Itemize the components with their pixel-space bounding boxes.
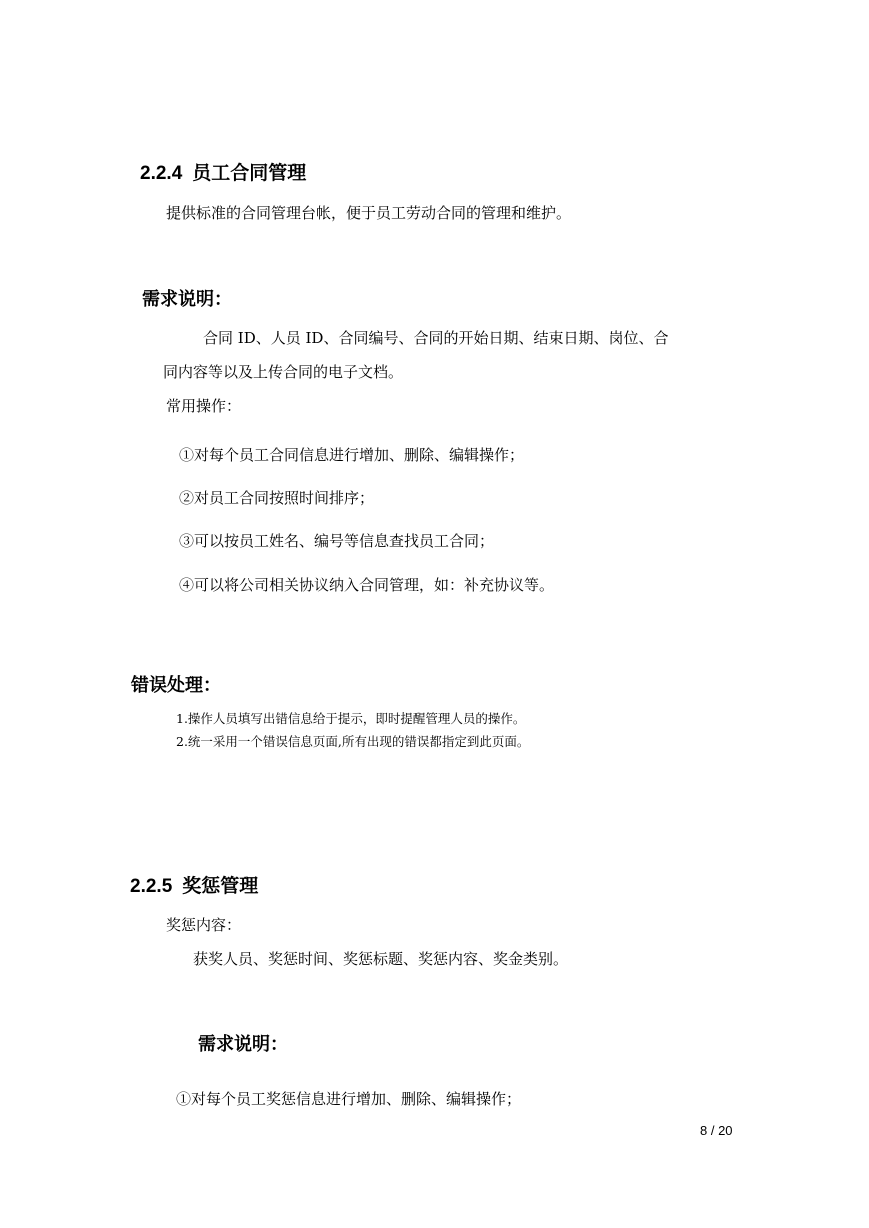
section-title: 奖惩管理 bbox=[182, 875, 259, 897]
error-item: 2.统一采用一个错误信息页面,所有出现的错误都指定到此页面。 bbox=[176, 734, 530, 749]
common-operations-label: 常用操作： bbox=[166, 397, 242, 415]
operation-item: ①对每个员工奖惩信息进行增加、删除、编辑操作； bbox=[176, 1090, 522, 1108]
operation-item: ②对员工合同按照时间排序； bbox=[179, 489, 375, 507]
page-number: 8 / 20 bbox=[700, 1123, 733, 1138]
error-handling-heading: 错误处理： bbox=[131, 675, 221, 696]
section-2-2-4-heading bbox=[140, 162, 306, 185]
section-title: 员工合同管理 bbox=[192, 162, 307, 184]
rewards-content-fields: 获奖人员、奖惩时间、奖惩标题、奖惩内容、奖金类别。 bbox=[193, 950, 569, 968]
section-number: 2.2.5 bbox=[130, 876, 173, 897]
requirements-text-line-1: 合同 ID、人员 ID、合同编号、合同的开始日期、结束日期、岗位、合 bbox=[203, 329, 669, 347]
requirements-heading: 需求说明： bbox=[142, 289, 232, 310]
operation-item: ③可以按员工姓名、编号等信息查找员工合同； bbox=[179, 532, 495, 550]
error-item: 1.操作人员填写出错信息给于提示，即时提醒管理人员的操作。 bbox=[176, 711, 526, 726]
operation-item: ①对每个员工合同信息进行增加、删除、编辑操作； bbox=[179, 446, 525, 464]
rewards-content-label: 奖惩内容： bbox=[166, 916, 242, 934]
section-intro: 提供标准的合同管理台帐，便于员工劳动合同的管理和维护。 bbox=[166, 204, 572, 222]
rewards-requirements-heading: 需求说明： bbox=[198, 1034, 288, 1055]
section-2-2-5-heading bbox=[130, 875, 258, 898]
operation-item: ④可以将公司相关协议纳入合同管理，如：补充协议等。 bbox=[179, 576, 555, 594]
section-number: 2.2.4 bbox=[140, 163, 183, 184]
requirements-text-line-2: 同内容等以及上传合同的电子文档。 bbox=[163, 363, 404, 381]
